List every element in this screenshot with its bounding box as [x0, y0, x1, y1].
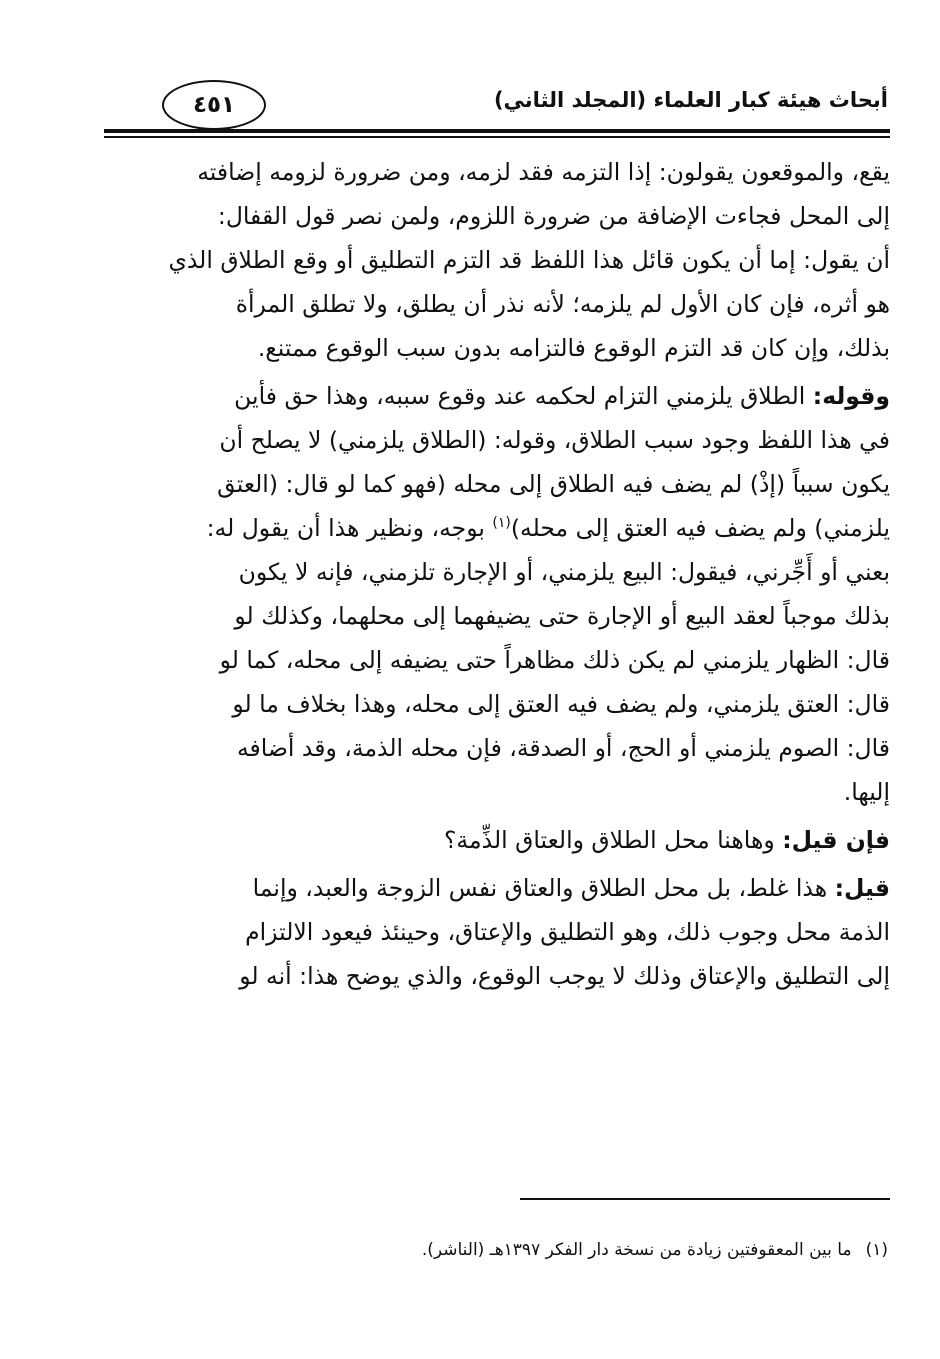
paragraph-lead: فإن قيل: [782, 826, 890, 854]
paragraph-lead: قيل: [834, 874, 890, 902]
text-line: يكون سبباً (إذْ) لم يضف فيه الطلاق إلى محله (فهو كما لو قال: (العتق [217, 470, 890, 498]
text-line-content: الطلاق يلزمني التزام لحكمه عند وقوع سببه، وهذا حق فأين [234, 382, 806, 410]
text-line: بعني أو أَجِّرني، فيقول: البيع يلزمني، أو الإجارة تلزمني، فإنه لا يكون [238, 558, 890, 586]
text-line-content: بوجه، ونظير هذا أن يقول له: [206, 514, 485, 542]
text-line: قال: العتق يلزمني، ولم يضف فيه العتق إلى محله، وهذا بخلاف ما لو [232, 690, 890, 718]
paragraph-1 [108, 150, 890, 370]
text-line [207, 514, 890, 542]
text-line: إلى المحل فجاءت الإضافة من ضرورة اللزوم، ولمن نصر قول القفال: [217, 202, 890, 230]
footnote-marker: (١) [492, 515, 511, 532]
text-line: بذلك موجباً لعقد البيع أو الإجارة حتى يضيفهما إلى محلهما، وكذلك لو [234, 602, 890, 630]
footnote-separator [520, 1198, 890, 1200]
header-rule-thin [104, 136, 890, 138]
text-line [444, 826, 890, 854]
text-line: يقع، والموقعون يقولون: إذا التزمه فقد لزمه، ومن ضرورة لزومه إضافته [197, 158, 890, 186]
text-line: أن يقول: إما أن يكون قائل هذا اللفظ قد التزم التطليق أو وقع الطلاق الذي [168, 246, 890, 274]
text-line-content: وهاهنا محل الطلاق والعتاق الذِّمة؟ [443, 826, 775, 854]
text-line: بذلك، وإن كان قد التزم الوقوع فالتزامه بدون سبب الوقوع ممتنع. [257, 334, 890, 362]
text-line: الذمة محل وجوب ذلك، وهو التطليق والإعتاق، وحينئذ فيعود الالتزام [245, 918, 890, 946]
footnote [422, 1240, 888, 1260]
paragraph-3 [108, 818, 890, 862]
text-line-content: هذا غلط، بل محل الطلاق والعتاق نفس الزوجة والعبد، وإنما [252, 874, 828, 902]
paragraph-2 [108, 374, 890, 814]
text-line [234, 382, 890, 410]
footnote-text: ما بين المعقوفتين زيادة من نسخة دار الفكر ١٣٩٧هـ (الناشر). [421, 1240, 852, 1260]
paragraph-lead: وقوله: [812, 382, 890, 410]
page-number: ٤٥١ [192, 92, 236, 118]
text-line [253, 874, 890, 902]
text-line: قال: الظهار يلزمني لم يكن ذلك مظاهراً حتى يضيفه إلى محله، كما لو [219, 646, 890, 674]
body-text [108, 150, 890, 998]
text-line: إليها. [843, 778, 890, 806]
page-header [100, 78, 890, 142]
text-line: في هذا اللفظ وجود سبب الطلاق، وقوله: (الطلاق يلزمني) لا يصلح أن [219, 426, 890, 454]
page-number-oval [162, 80, 266, 130]
text-line: هو أثره، فإن كان الأول لم يلزمه؛ لأنه نذر أن يطلق، ولا تطلق المرأة [235, 290, 890, 318]
text-line: إلى التطليق والإعتاق وذلك لا يوجب الوقوع، والذي يوضح هذا: أنه لو [239, 962, 890, 990]
text-line-content: يلزمني) ولم يضف فيه العتق إلى محله) [510, 514, 890, 542]
running-title: أبحاث هيئة كبار العلماء (المجلد الثاني) [493, 88, 888, 112]
text-line: قال: الصوم يلزمني أو الحج، أو الصدقة، فإن محله الذمة، وقد أضافه [236, 734, 890, 762]
footnote-number: (١) [865, 1240, 888, 1260]
paragraph-4 [108, 866, 890, 998]
